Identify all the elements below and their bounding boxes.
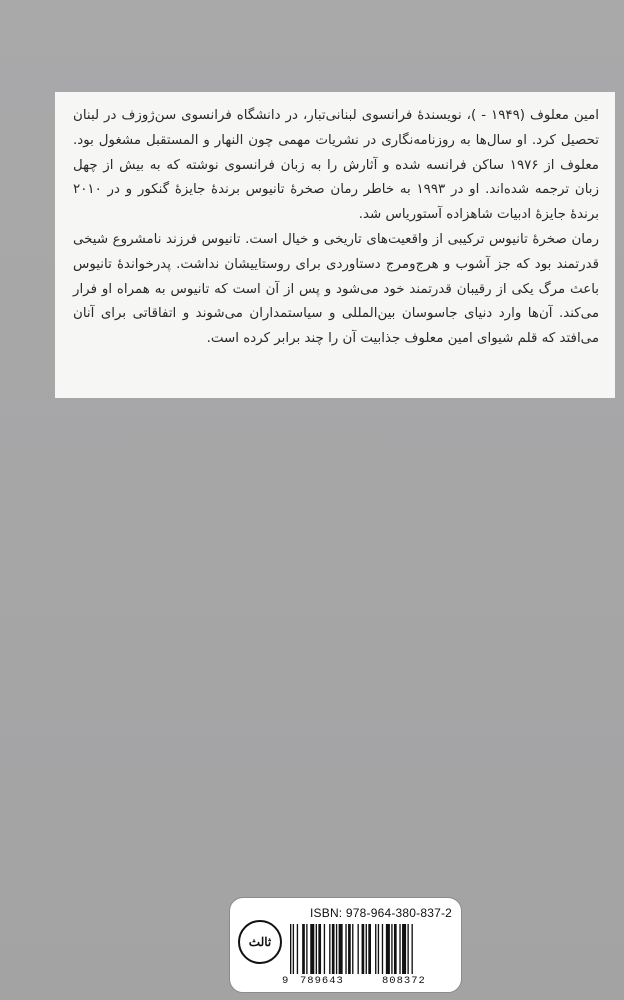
barcode-bar [412, 924, 413, 974]
barcode-bar [375, 924, 376, 974]
blurb-box [55, 92, 615, 398]
barcode-bar [329, 924, 330, 974]
synopsis-paragraph: رمان صخرهٔ تانیوس ترکیبی از واقعیت‌های تاریخی و خیال است. تانیوس فرزند نامشروع شیخی قدرتمند بود که جز آشوب و هرج‌ومرج دستاوردی برای روستاییشان نداشت. پدرخواندهٔ تانیوس باعث مرگ یکی از رقیبان قدرتمند خود می‌شود و پس از آن است که تانیوس به همراه او فرار می‌کند. آن‌ها وارد دنیای جاسوسان بین‌المللی و سیاستمداران می‌شوند و اتفاقاتی برای آنان می‌افتد که قلم شیوای امین معلوف جذابیت آن را چند برابر کرده است. [73, 231, 599, 347]
barcode-bar [362, 924, 365, 974]
barcode-bar [290, 924, 291, 974]
barcode-bar [399, 924, 400, 974]
barcode-bar [391, 924, 392, 974]
barcode-bar [324, 924, 325, 974]
barcode-digits-left: 789643 [300, 975, 344, 987]
barcode-bar [368, 924, 371, 974]
barcode-bar [386, 924, 390, 974]
barcode-bar [318, 924, 321, 974]
barcode-bar [366, 924, 367, 974]
publisher-logo-text: ثالث [248, 935, 272, 949]
barcode-bar [310, 924, 314, 974]
barcode-digit-first: 9 [282, 975, 289, 987]
barcode-card [229, 897, 462, 993]
barcode-bar [293, 924, 294, 974]
barcode-bar [336, 924, 337, 974]
barcode-bar [306, 924, 307, 974]
barcode-bar [352, 924, 353, 974]
barcode-bar [407, 924, 408, 974]
barcode-bar [402, 924, 406, 974]
barcode-bar [394, 924, 397, 974]
barcode-bar [339, 924, 343, 974]
barcode-digits-right: 808372 [382, 975, 426, 987]
barcode-bar [378, 924, 379, 974]
publisher-logo-icon [238, 920, 282, 964]
author-bio-paragraph: امین معلوف (۱۹۴۹ - )، نویسندهٔ فرانسوی لبنانی‌تبار، در دانشگاه فرانسوی سن‌ژوزف در لبنان تحصیل کرد. او سال‌ها به روزنامه‌نگاری در نشریات مهمی چون النهار و المستقبل مشغول بود. معلوف از ۱۹۷۶ ساکن فرانسه شده و آثارش را به زبان فرانسوی نوشته که به بیش از چهل زبان ترجمه شده‌اند. او در ۱۹۹۳ به خاطر رمان صخرهٔ تانیوس برندهٔ جایزهٔ گنکور و در ۲۰۱۰ برندهٔ جایزهٔ ادبیات شاهزاده آستوریاس شد. [73, 108, 599, 223]
barcode-digits [282, 975, 460, 989]
barcode-bar [382, 924, 383, 974]
barcode-bar [302, 924, 305, 974]
barcode-bar [332, 924, 335, 974]
barcode-bar [345, 924, 346, 974]
barcode-bar [348, 924, 351, 974]
barcode-bar [358, 924, 359, 974]
barcode-bar [316, 924, 317, 974]
barcode-bar [297, 924, 298, 974]
barcode-bars [290, 924, 456, 974]
isbn-label: ISBN: 978-964-380-837-2 [310, 906, 453, 920]
